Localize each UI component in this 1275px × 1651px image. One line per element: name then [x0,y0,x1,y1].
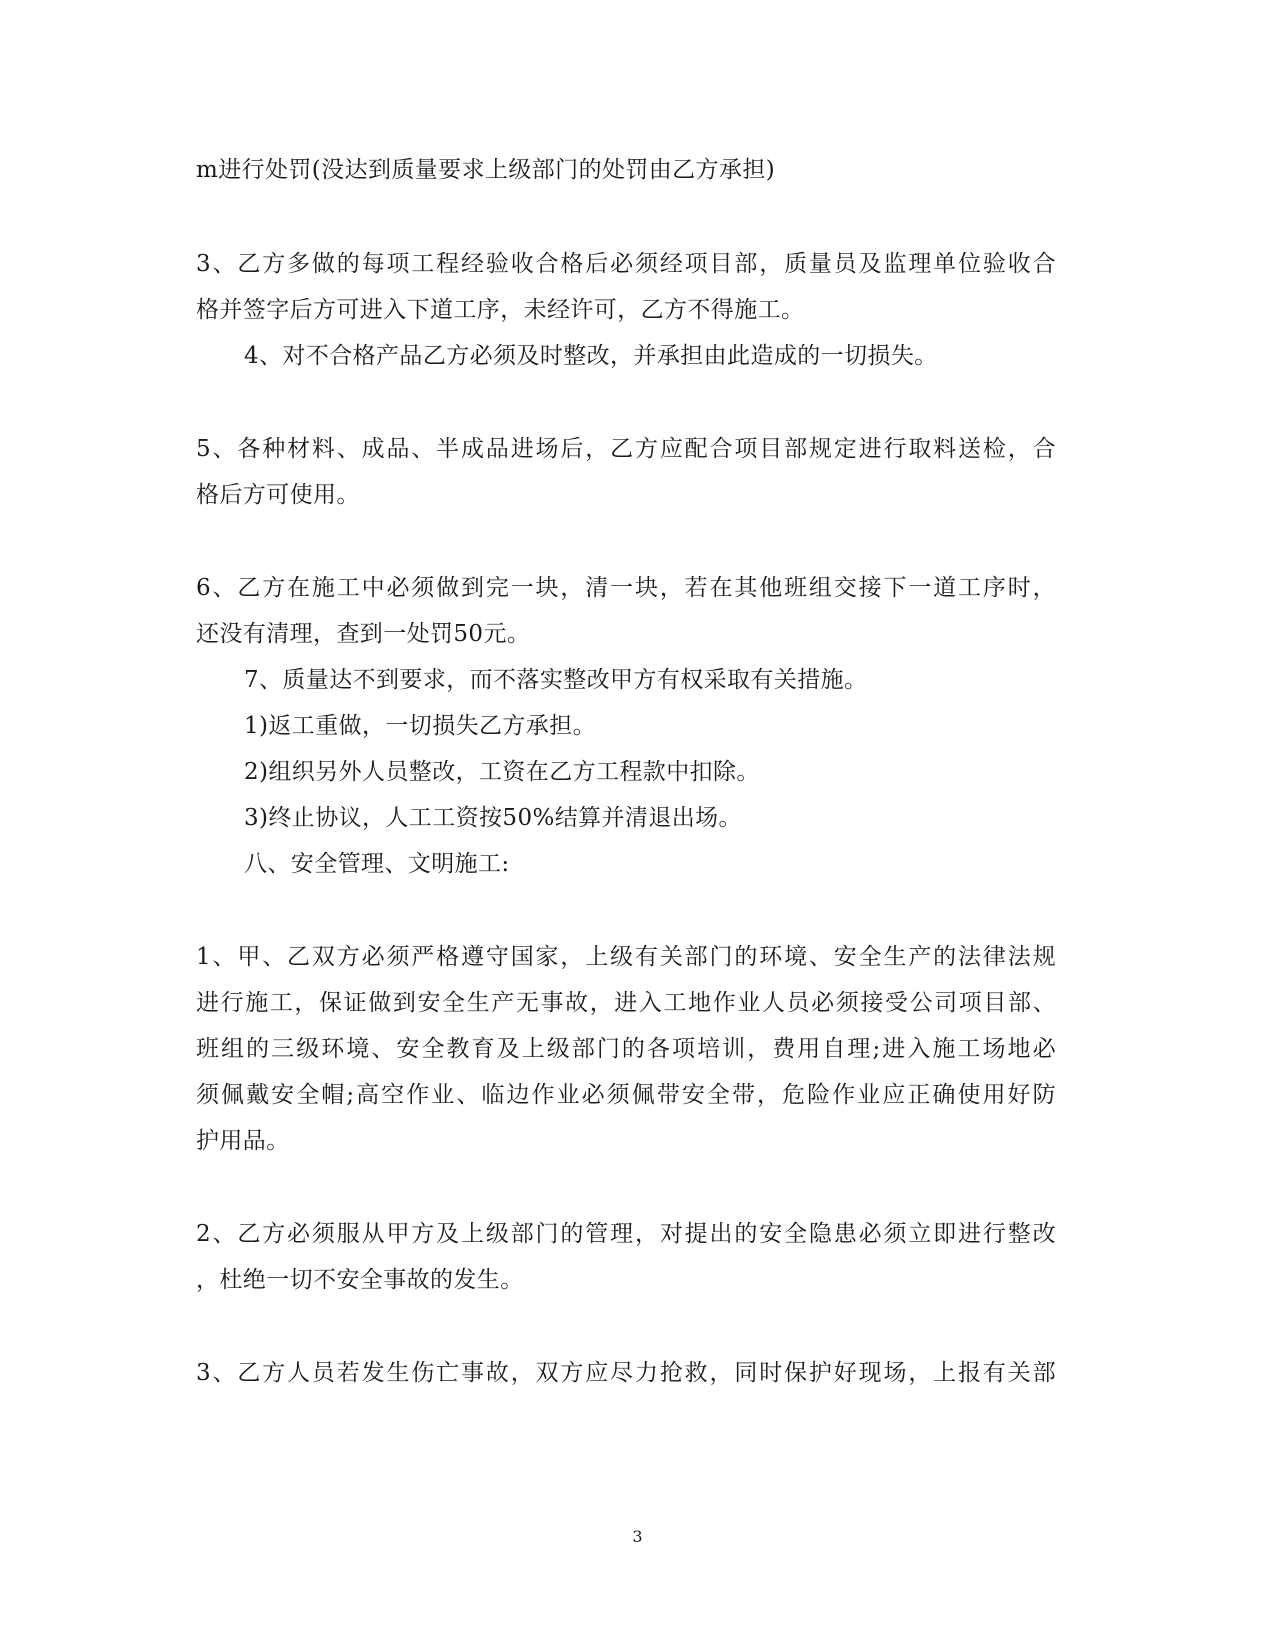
text-line: 3、乙方人员若发生伤亡事故，双方应尽力抢救，同时保护好现场，上报有关部 [196,1360,1056,1386]
text-line: 2、乙方必须服从甲方及上级部门的管理，对提出的安全隐患必须立即进行整改 [196,1221,1056,1247]
text-line: 7、质量达不到要求，而不落实整改甲方有权采取有关措施。 [244,667,868,693]
text-line: m进行处罚(没达到质量要求上级部门的处罚由乙方承担) [196,157,776,183]
text-line: 2)组织另外人员整改，工资在乙方工程款中扣除。 [244,759,760,785]
text-line: 6、乙方在施工中必须做到完一块，清一块，若在其他班组交接下一道工序时， [196,575,1056,601]
text-line: 1)返工重做，一切损失乙方承担。 [244,713,597,739]
section-heading: 八、安全管理、文明施工: [244,851,510,877]
text-line: 须佩戴安全帽;高空作业、临边作业必须佩带安全带，危险作业应正确使用好防 [196,1082,1056,1108]
text-line: 还没有清理，查到一处罚50元。 [196,621,531,647]
text-line: 格并签字后方可进入下道工序，未经许可，乙方不得施工。 [196,297,805,323]
text-line: 4、对不合格产品乙方必须及时整改，并承担由此造成的一切损失。 [244,343,938,369]
text-line: ，杜绝一切不安全事故的发生。 [196,1267,524,1293]
text-line: 3、乙方多做的每项工程经验收合格后必须经项目部，质量员及监理单位验收合 [196,251,1056,277]
text-line: 1、甲、乙双方必须严格遵守国家，上级有关部门的环境、安全生产的法律法规 [196,944,1056,970]
text-line: 格后方可使用。 [196,482,360,508]
text-line: 护用品。 [196,1128,290,1154]
text-line: 班组的三级环境、安全教育及上级部门的各项培训，费用自理;进入施工场地必 [196,1036,1056,1062]
page-number: 3 [632,1527,643,1546]
text-line: 5、各种材料、成品、半成品进场后，乙方应配合项目部规定进行取料送检，合 [196,436,1056,462]
text-line: 3)终止协议，人工工资按50%结算并清退出场。 [244,805,742,831]
text-line: 进行施工，保证做到安全生产无事故，进入工地作业人员必须接受公司项目部、 [196,990,1056,1016]
